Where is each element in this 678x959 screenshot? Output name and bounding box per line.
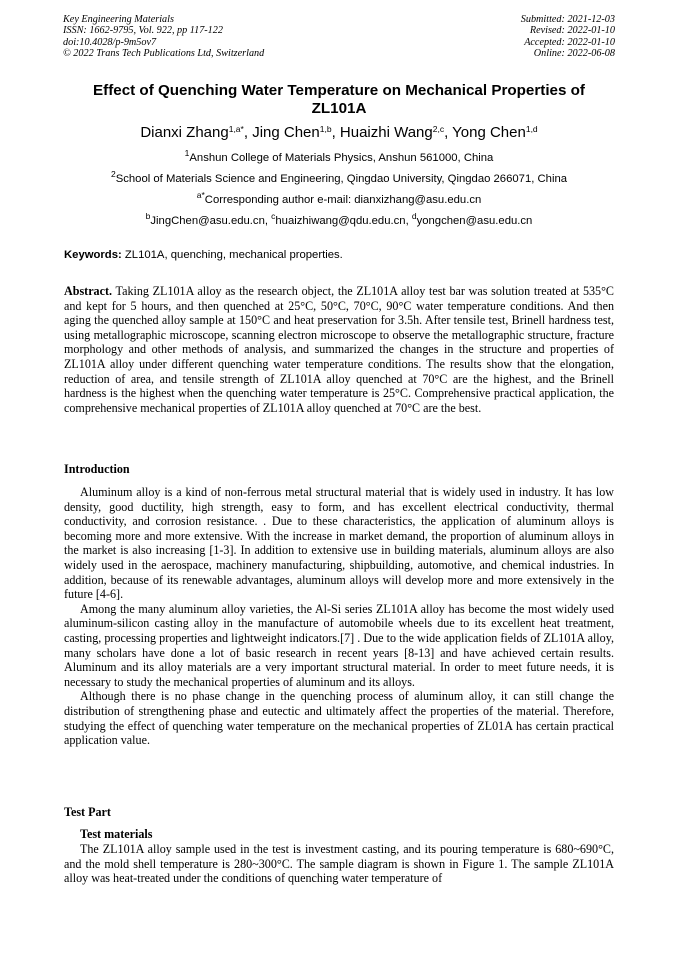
affiliation-1: $^1$Anshun College of Materials Physics, Anshun 561000, China [184, 148, 494, 164]
paper-title: Effect of Quenching Water Temperature on Mechanical Properties of ZL101A [93, 82, 585, 117]
author-sup: 1,b [319, 124, 332, 134]
introduction-heading: Introduction [64, 462, 130, 476]
author-sup: 1,a* [228, 124, 244, 134]
revised-date: Revised: 2022-01-10 [529, 25, 615, 37]
accepted-date: Accepted: 2022-01-10 [524, 36, 615, 48]
author-name: Yong Chen [452, 124, 526, 141]
email-link: yongchen@asu.edu.cn [416, 215, 533, 227]
author-sup: 2,c [432, 124, 445, 134]
affiliation-2: $^2$School of Materials Science and Engineering, Qingdao University, Qingdao 266071, China [110, 169, 568, 185]
keywords [64, 248, 624, 262]
author-list: Dianxi Zhang$^{1,a*}$, Jing Chen$^{1,b}$, Huaizhi Wang$^{2,c}$, Yong Chen$^{1,d}$ [140, 124, 538, 141]
corresponding-author: $^{a*}$Corresponding author e-mail: dianxizhang@asu.edu.cn [196, 190, 482, 206]
author-name: Huaizhi Wang [339, 124, 433, 141]
introduction-body [64, 485, 614, 748]
paragraph: Aluminum alloy is a kind of non-ferrous metal structural material that is widely used in industry. It has low density, good ductility, high strength, easy to form, and has excellent electrical conductivity, thermal conductivity, and corrosion resistance. . Due to these characteristics, the application of aluminum alloys is becoming more and more extensive. With the increase in market demand, the proportion of aluminum alloys in the market is also increasing [1-3]. In addition to extensive use in building materials, aluminum alloys are also widely used in the aerospace, machinery manufacturing, shipbuilding, automotive, and chemical industries. In addition, because of its renewable advantages, aluminum alloys will develop more and more extensively in the future [4-6]. [64, 485, 614, 602]
journal-info [63, 14, 264, 59]
online-date: Online: 2022-06-08 [533, 47, 615, 59]
issn-line: ISSN: 1662-9795, Vol. 922, pp 117-122 [63, 25, 223, 37]
test-materials-heading: Test materials [80, 827, 153, 841]
keywords-label: Keywords: [64, 249, 122, 261]
keywords-text: ZL101A, quenching, mechanical properties. [121, 249, 343, 261]
abstract [64, 284, 614, 415]
paragraph: Although there is no phase change in the quenching process of aluminum alloy, it can still change the distribution of strengthening phase and eutectic and ultimately affect the properties of the material. Therefore, studying the effect of quenching water temperature on the mechanical properties of ZL01A has certain practical application value. [64, 689, 614, 748]
submitted-date: Submitted: 2021-12-03 [520, 14, 615, 25]
paragraph: Among the many aluminum alloy varieties, the Al-Si series ZL101A alloy has become the most widely used aluminum-silicon casting alloy in the manufacture of automobile wheels due to its excellent heat treatment, casting, processing properties and lightweight indicators.[7] . Due to the wide application fields of ZL101A alloy, many scholars have done a lot of basic research in recent years [8-13] and have achieved certain results. Aluminum and its alloy materials are a very important structural material. In order to meet future needs, it is necessary to study the mechanical properties of aluminum and its alloys. [64, 601, 614, 689]
test-part-heading: Test Part [64, 805, 111, 819]
journal-name: Key Engineering Materials [63, 14, 174, 25]
paragraph: The ZL101A alloy sample used in the test is investment casting, and its pouring temperature is 680~690°C, and the mold shell temperature is 280~300°C. The sample diagram is shown in Figure 1. The sample ZL101A alloy was heat-treated under the conditions of quenching water temperature of [64, 842, 614, 886]
author-name: Dianxi Zhang [140, 124, 229, 141]
submission-dates [521, 14, 615, 59]
author-emails: $^b$JingChen@asu.edu.cn, $^c$huaizhiwang@qdu.edu.cn, $^d$yongchen@asu.edu.cn [145, 211, 533, 227]
doi-line: doi:10.4028/p-9m5ov7 [63, 36, 157, 48]
copyright-line: © 2022 Trans Tech Publications Ltd, Switzerland [63, 47, 265, 59]
abstract-text: Taking ZL101A alloy as the research object, the ZL101A alloy test bar was solution treated at 535°C and kept for 5 hours, and then quenched at 25°C, 50°C, 70°C, 90°C water temperature conditions. And then aging the quenched alloy sample at 150°C and heat preservation for 3.5h. After tensile test, Brinell hardness test, using metallographic microscope, scanning electron microscope to observe the metallographic structure, fracture morphology and other methods of analysis, and summarized the changes in the structure and properties of ZL101A alloy under different quenching water temperature conditions. The results show that the elongation, reduction of area, and tensile strength of ZL101A alloy quenched at 70°C are the highest, and the Brinell hardness is the highest when the quenching water temperature is 25°C. Comprehensive practical application, the comprehensive mechanical properties of ZL101A alloy quenched at 70°C are the best. [64, 284, 614, 415]
email-link: huaizhiwang@qdu.edu.cn, [275, 215, 412, 227]
author-sup: 1,d [525, 124, 538, 134]
abstract-label: Abstract. [64, 284, 113, 298]
test-materials-body [64, 842, 614, 886]
author-name: Jing Chen [252, 124, 320, 141]
email-link: JingChen@asu.edu.cn, [150, 215, 272, 227]
